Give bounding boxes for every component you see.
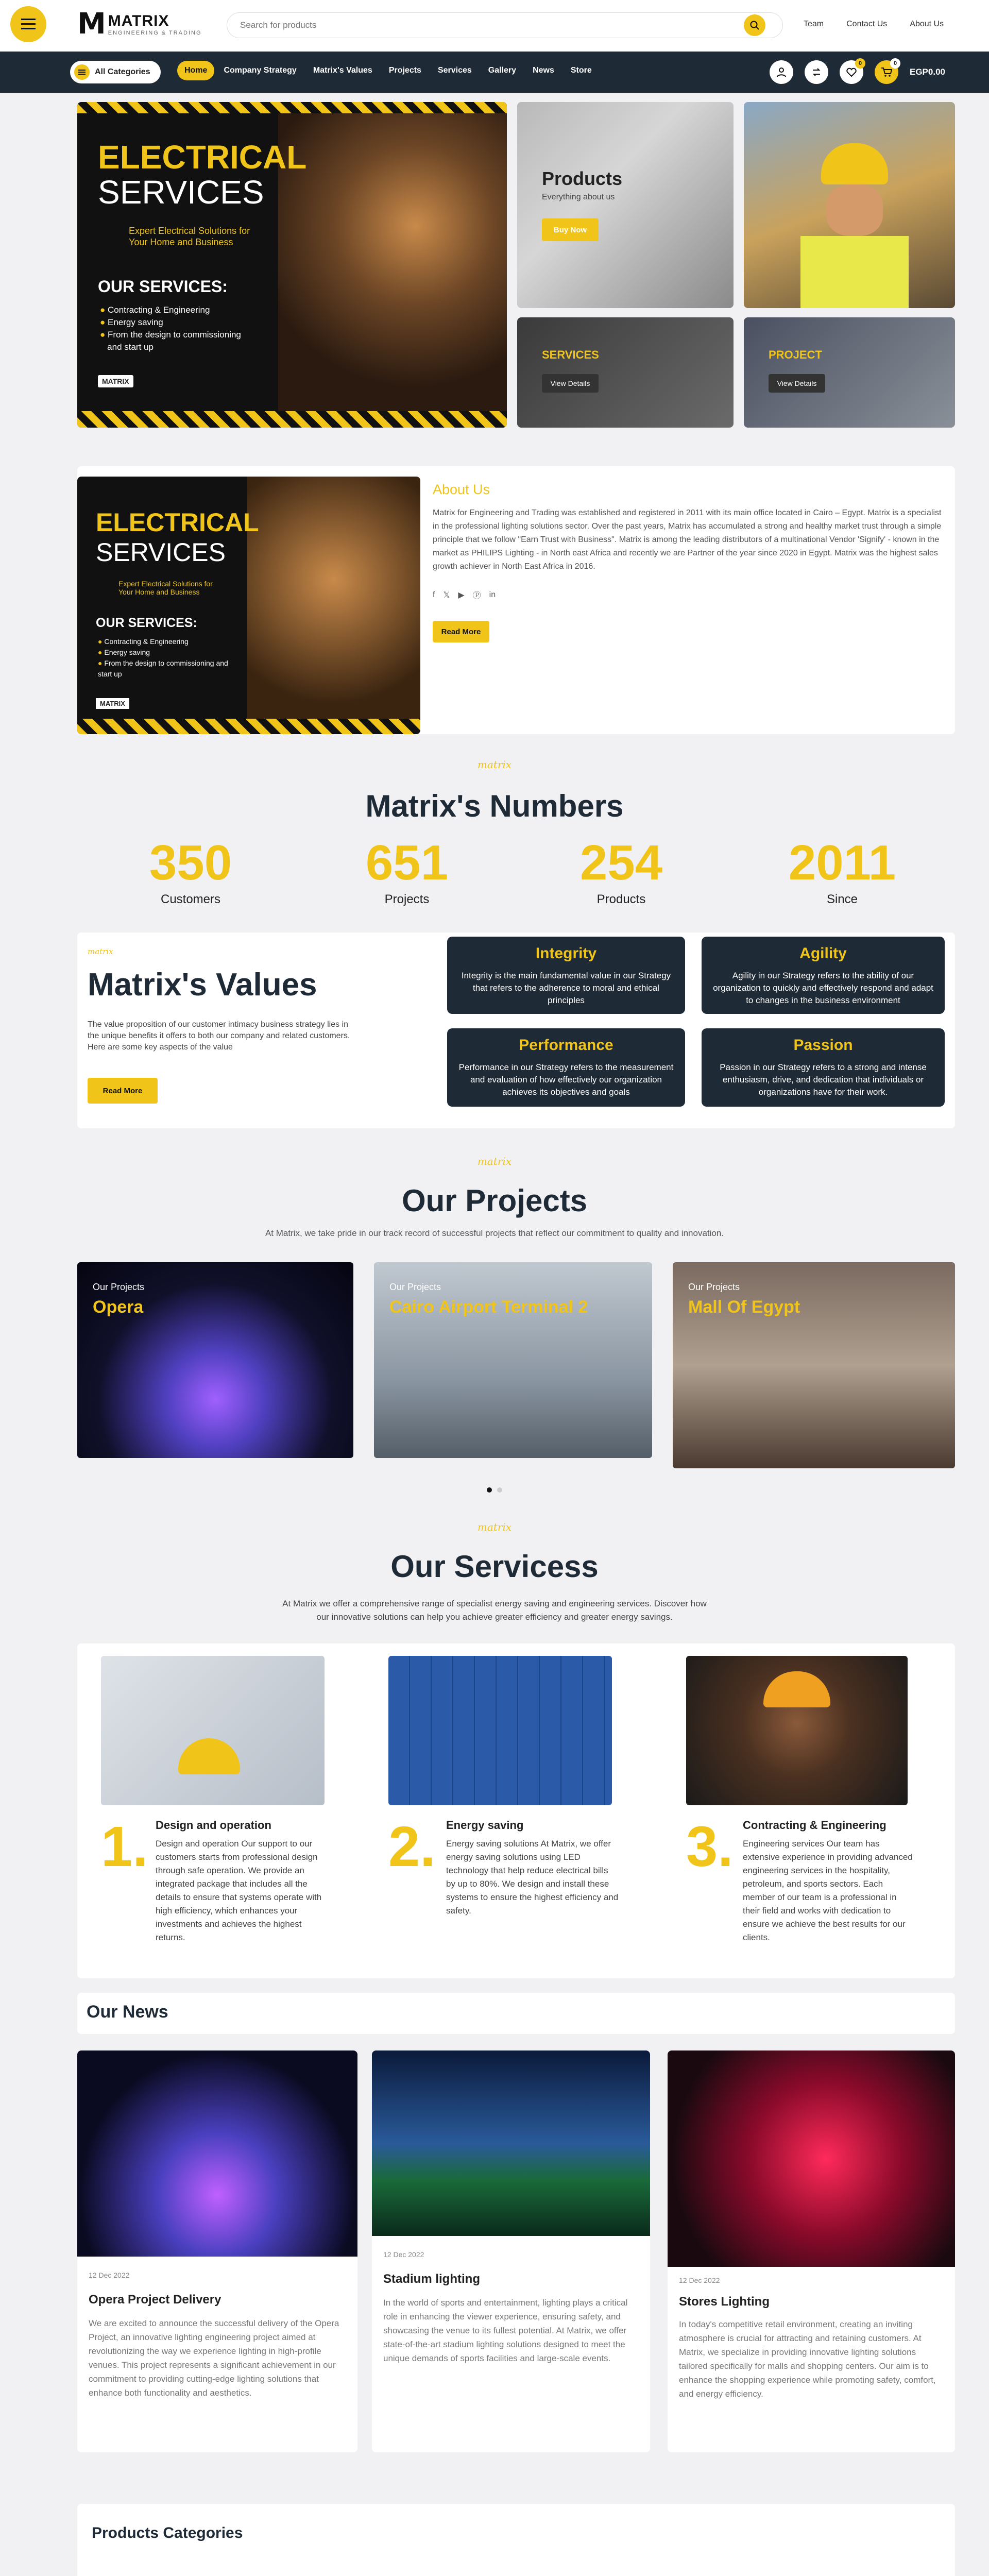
linkedin-icon[interactable]: in [489, 590, 496, 599]
nav-home[interactable]: Home [177, 61, 214, 80]
team-link[interactable]: Team [804, 20, 824, 28]
about-read-more-button[interactable]: Read More [433, 621, 489, 642]
products-number: 254 [579, 835, 663, 890]
account-button[interactable] [770, 60, 793, 84]
nav-services[interactable]: Services [437, 66, 472, 75]
news-date: 12 Dec 2022 [383, 2250, 424, 2259]
value-passion-text: Passion in our Strategy refers to a strong and intense enthusiasm, drive, and dedication that individuals or organizations have for their work. [720, 1062, 927, 1097]
logo-subtitle: ENGINEERING & TRADING [108, 29, 202, 36]
services-cards [77, 1643, 955, 1978]
engineer-banner-image [744, 102, 955, 308]
project-view-details-button[interactable]: View Details [769, 374, 825, 393]
products-banner-subtitle: Everything about us [542, 193, 615, 201]
values-kicker: matrix [88, 947, 113, 956]
news-title: Our News [87, 2002, 168, 2022]
hero-service-item: From the design to commissioning [108, 330, 241, 340]
nav-store[interactable]: Store [570, 66, 592, 75]
project-card-mall[interactable] [673, 1262, 955, 1468]
project-label: Our Projects [688, 1282, 740, 1292]
projects-title: Our Projects [401, 1183, 588, 1218]
project-label: Our Projects [389, 1282, 441, 1292]
nav-gallery[interactable]: Gallery [488, 66, 517, 75]
compare-button[interactable] [805, 60, 828, 84]
news-title-opera: Opera Project Delivery [89, 2293, 221, 2307]
numbers-title: Matrix's Numbers [365, 789, 624, 823]
about-text: Matrix for Engineering and Trading was established and registered in 2011 with its main office located in Cairo – Egypt. Matrix is a specialist in the professional lighting solutions sector. Over the past years, Matrix has accumulated a strong and healthy market trust through a simple principle that we follow "Earn Trust with Business". Matrix is among the leading distributors of a multinational Vendor 'Signify' - known in the market as PHILIPS Lighting - in North east Africa and recently we are Partner of the year since 2020 in Egypt. Matrix was the highest sales growth achiever in North East Africa in 2016. [433, 509, 942, 571]
service-number-3: 3. [686, 1815, 734, 1878]
project-label: Our Projects [93, 1282, 145, 1292]
services-subtitle-line1: At Matrix we offer a comprehensive range of specialist energy saving and engineering services. Discover how [282, 1599, 707, 1608]
pinterest-icon[interactable]: Ⓟ [472, 591, 481, 600]
category-image-outdoor[interactable] [134, 2566, 263, 2576]
about-banner-item: Energy saving [104, 648, 150, 656]
category-image-controls[interactable] [561, 2566, 690, 2576]
about-banner-logo [96, 698, 129, 709]
buy-now-button[interactable]: Buy Now [542, 218, 599, 241]
about-banner-title1: ELECTRICAL [96, 508, 259, 537]
top-header [0, 0, 989, 52]
project-name-airport: Cairo Airport Terminal 2 [389, 1297, 588, 1317]
service-title-design: Design and operation [156, 1819, 271, 1832]
hero-small-logo [98, 375, 133, 387]
since-label: Since [826, 892, 858, 906]
youtube-icon[interactable]: ▶ [458, 590, 465, 600]
services-kicker: matrix [477, 1521, 512, 1533]
value-integrity-text: Integrity is the main fundamental value in our Strategy that refers to the adherence to moral and ethical principles [461, 971, 671, 1005]
wishlist-button[interactable] [840, 60, 863, 84]
news-title-stores: Stores Lighting [679, 2295, 770, 2309]
news-text-stores: In today's competitive retail environment, creating an inviting atmosphere is crucial for attracting and retaining customers. At Matrix, we specialize in providing innovative lighting solutions tailored specifically for malls and shopping centers. Our aim is to enhance the shopping experience while promoting safety, comfort, and energy efficiency. [679, 2319, 936, 2399]
news-date: 12 Dec 2022 [89, 2271, 130, 2279]
hero-service-item: Energy saving [108, 317, 163, 327]
projects-kicker: matrix [477, 1155, 512, 1167]
hero-title-line1: ELECTRICAL [98, 139, 307, 176]
value-agility-title: Agility [799, 945, 847, 962]
project-banner[interactable] [744, 317, 955, 428]
news-date: 12 Dec 2022 [679, 2276, 720, 2284]
twitter-icon[interactable]: 𝕏 [443, 590, 450, 600]
about-banner-logo-text: MATRIX [100, 700, 125, 707]
values-text: The value proposition of our customer intimacy business strategy lies in the unique benefits it offers to both our company and related customers. Here are some key aspects of the value [88, 1020, 350, 1052]
values-title: Matrix's Values [88, 967, 317, 1003]
projects-subtitle: At Matrix, we take pride in our track record of successful projects that reflect our commitment to quality and innovation. [265, 1228, 724, 1238]
service-design-image [101, 1656, 325, 1805]
site-logo[interactable] [77, 7, 202, 41]
about-title: About Us [433, 482, 490, 497]
face-shape [826, 184, 883, 236]
service-number-2: 2. [388, 1815, 436, 1878]
news-image-opera [77, 2050, 357, 2257]
logo-word: MATRIX [108, 12, 169, 29]
services-view-details-button[interactable]: View Details [542, 374, 599, 393]
hero-worker-image [278, 102, 507, 411]
cart-button[interactable] [875, 60, 898, 84]
facebook-icon[interactable]: f [433, 590, 435, 599]
value-integrity-title: Integrity [535, 945, 597, 962]
all-categories-button[interactable] [70, 61, 161, 83]
hazard-stripe-bottom [77, 411, 507, 428]
nav-matrix-values[interactable]: Matrix's Values [313, 66, 372, 75]
products-banner-title: Products [542, 168, 623, 189]
services-title: Our Servicess [390, 1549, 599, 1584]
hero-main-banner[interactable] [77, 102, 507, 428]
categories-title: Products Categories [92, 2524, 243, 2541]
about-banner-image [77, 477, 420, 734]
hero-service-item: and start up [107, 342, 154, 352]
cart-total: EGP0.00 [910, 67, 945, 77]
news-card[interactable] [372, 2050, 650, 2452]
about-banner-subtitle: Expert Electrical Solutions for Your Home and Business [118, 580, 213, 596]
category-image-led[interactable] [773, 2566, 901, 2576]
about-worker-image [247, 477, 420, 734]
about-banner-services: OUR SERVICES: [96, 616, 197, 630]
hamburger-icon [21, 19, 36, 30]
hero-services-list: ● Contracting & Engineering ● Energy saving ● From the design to commissioning and start up [100, 304, 241, 353]
service-number-1: 1. [101, 1815, 148, 1878]
nav-projects[interactable]: Projects [388, 66, 421, 75]
news-card[interactable] [668, 2050, 955, 2452]
carousel-dot[interactable] [487, 1487, 492, 1493]
service-text-design: Design and operation Our support to our customers starts from professional design through safe operation. We provide an integrated package that includes all the details to ensure that systems operate with high efficiency, which enhances your investments and achieves the highest returns. [156, 1839, 322, 1942]
news-card[interactable] [77, 2050, 357, 2452]
hero-title-line2: SERVICES [98, 174, 264, 211]
nav-menu [177, 61, 599, 80]
search-button[interactable] [744, 14, 765, 36]
nav-news[interactable]: News [533, 66, 554, 75]
services-subtitle-line2: our innovative solutions can help you achieve greater efficiency and greater energy savings. [316, 1612, 673, 1622]
since-number: 2011 [788, 835, 896, 890]
value-performance-title: Performance [519, 1037, 613, 1054]
categories-section [77, 2504, 955, 2576]
social-icons [433, 589, 496, 601]
service-engineer-image [686, 1656, 908, 1805]
value-passion-title: Passion [793, 1037, 853, 1054]
hero-subtitle-1: Expert Electrical Solutions for [129, 226, 250, 236]
projects-number: 651 [365, 835, 449, 890]
about-section [77, 466, 955, 734]
about-banner-list: ● Contracting & Engineering ● Energy saving ● From the design to commissioning and start up [98, 637, 228, 678]
service-text-contracting: Engineering services Our team has extensive experience in providing advanced engineering services in the hospitality, petroleum, and sports sectors. Each member of our team is a professional in their field and works with dedication to ensure we achieve the best results for our clients. [743, 1839, 913, 1942]
news-text-opera: We are excited to announce the successful delivery of the Opera Project, an innovative lighting engineering project aimed at revolutionizing the way we experience lighting in high-profile venues. This project represents a significant achievement in our commitment to providing cutting-edge lighting solutions that enhance both functionality and aesthetics. [89, 2318, 339, 2398]
cart-count-badge: 0 [890, 58, 900, 69]
about-banner-item: Contracting & Engineering [104, 637, 189, 646]
hero-small-logo-text: MATRIX [102, 377, 129, 385]
services-banner-title: SERVICES [542, 348, 599, 361]
all-categories-label: All Categories [95, 67, 150, 76]
hard-hat-shape [763, 1671, 830, 1707]
projects-pagination [0, 1486, 989, 1494]
project-name-opera: Opera [93, 1297, 144, 1317]
projects-label: Projects [384, 892, 430, 906]
value-integrity-card [447, 937, 685, 1014]
news-image-stores [668, 2050, 955, 2267]
hero-our-services: OUR SERVICES: [98, 277, 228, 296]
search-input[interactable] [227, 13, 722, 38]
logo-mark-icon: M [77, 7, 104, 41]
about-us-link[interactable]: About Us [910, 20, 944, 28]
cart-icon [881, 67, 892, 77]
hero-service-item: Contracting & Engineering [108, 305, 210, 315]
category-image-electronics[interactable] [345, 2566, 474, 2576]
about-banner-title2: SERVICES [96, 538, 226, 567]
news-header [77, 1993, 955, 2034]
service-title-energy: Energy saving [446, 1819, 524, 1832]
project-banner-title: PROJECT [769, 348, 822, 361]
customers-label: Customers [160, 892, 221, 906]
hero-subtitle-2: Your Home and Business [129, 237, 233, 247]
compare-icon [811, 67, 822, 77]
about-hazard-stripe [77, 719, 420, 734]
project-card-airport[interactable] [374, 1262, 652, 1458]
values-section [77, 933, 955, 1128]
service-text-energy: Energy saving solutions At Matrix, we offer energy saving solutions using LED technology that help reduce electrical bills by up to 80%. We design and install these systems to ensure the highest efficiency and safety. [446, 1839, 619, 1916]
wishlist-count-badge: 0 [855, 58, 865, 69]
value-agility-text: Agility in our Strategy refers to the ability of our organization to quickly and effectively respond and adapt to changes in the business environment [713, 971, 933, 1005]
value-performance-text: Performance in our Strategy refers to the measurement and evaluation of how effectively our organization achieves its objectives and goals [458, 1062, 674, 1097]
products-label: Products [596, 892, 646, 906]
menu-toggle-button[interactable] [10, 6, 46, 42]
about-banner-item: From the design to commissioning and start up [98, 659, 228, 678]
news-text-stadium: In the world of sports and entertainment, lighting plays a critical role in enhancing the viewer experience, ensuring safety, and showcasing the venue to its fullest potential. At Matrix, we offer state-of-the-art stadium lighting solutions designed to meet the unique demands of sports facilities and large-scale events. [383, 2298, 628, 2363]
values-read-more-button[interactable]: Read More [88, 1078, 158, 1104]
value-performance-card [447, 1028, 685, 1107]
news-title-stadium: Stadium lighting [383, 2272, 480, 2286]
nav-company-strategy[interactable]: Company Strategy [224, 66, 297, 75]
hard-hat-shape [821, 143, 888, 184]
services-banner[interactable] [517, 317, 734, 428]
search-icon [750, 21, 759, 30]
user-icon [776, 67, 787, 77]
project-name-mall: Mall Of Egypt [688, 1297, 800, 1317]
value-agility-card [702, 937, 945, 1014]
hazard-stripe-top [77, 102, 507, 113]
project-card-opera[interactable] [77, 1262, 353, 1458]
heart-icon [846, 67, 857, 77]
news-image-stadium [372, 2050, 650, 2236]
grid-icon [74, 64, 90, 80]
products-banner[interactable] [517, 102, 734, 308]
value-passion-card [702, 1028, 945, 1107]
services-subtitle [0, 1597, 989, 1624]
customers-number: 350 [149, 835, 232, 890]
hard-hat-shape [178, 1738, 240, 1774]
carousel-dot[interactable] [497, 1487, 502, 1493]
numbers-kicker: matrix [477, 758, 512, 771]
contact-us-link[interactable]: Contact Us [846, 20, 888, 28]
vest-shape [800, 236, 909, 308]
search-bar [227, 12, 783, 38]
service-title-contracting: Contracting & Engineering [743, 1819, 886, 1832]
service-solar-image [388, 1656, 612, 1805]
